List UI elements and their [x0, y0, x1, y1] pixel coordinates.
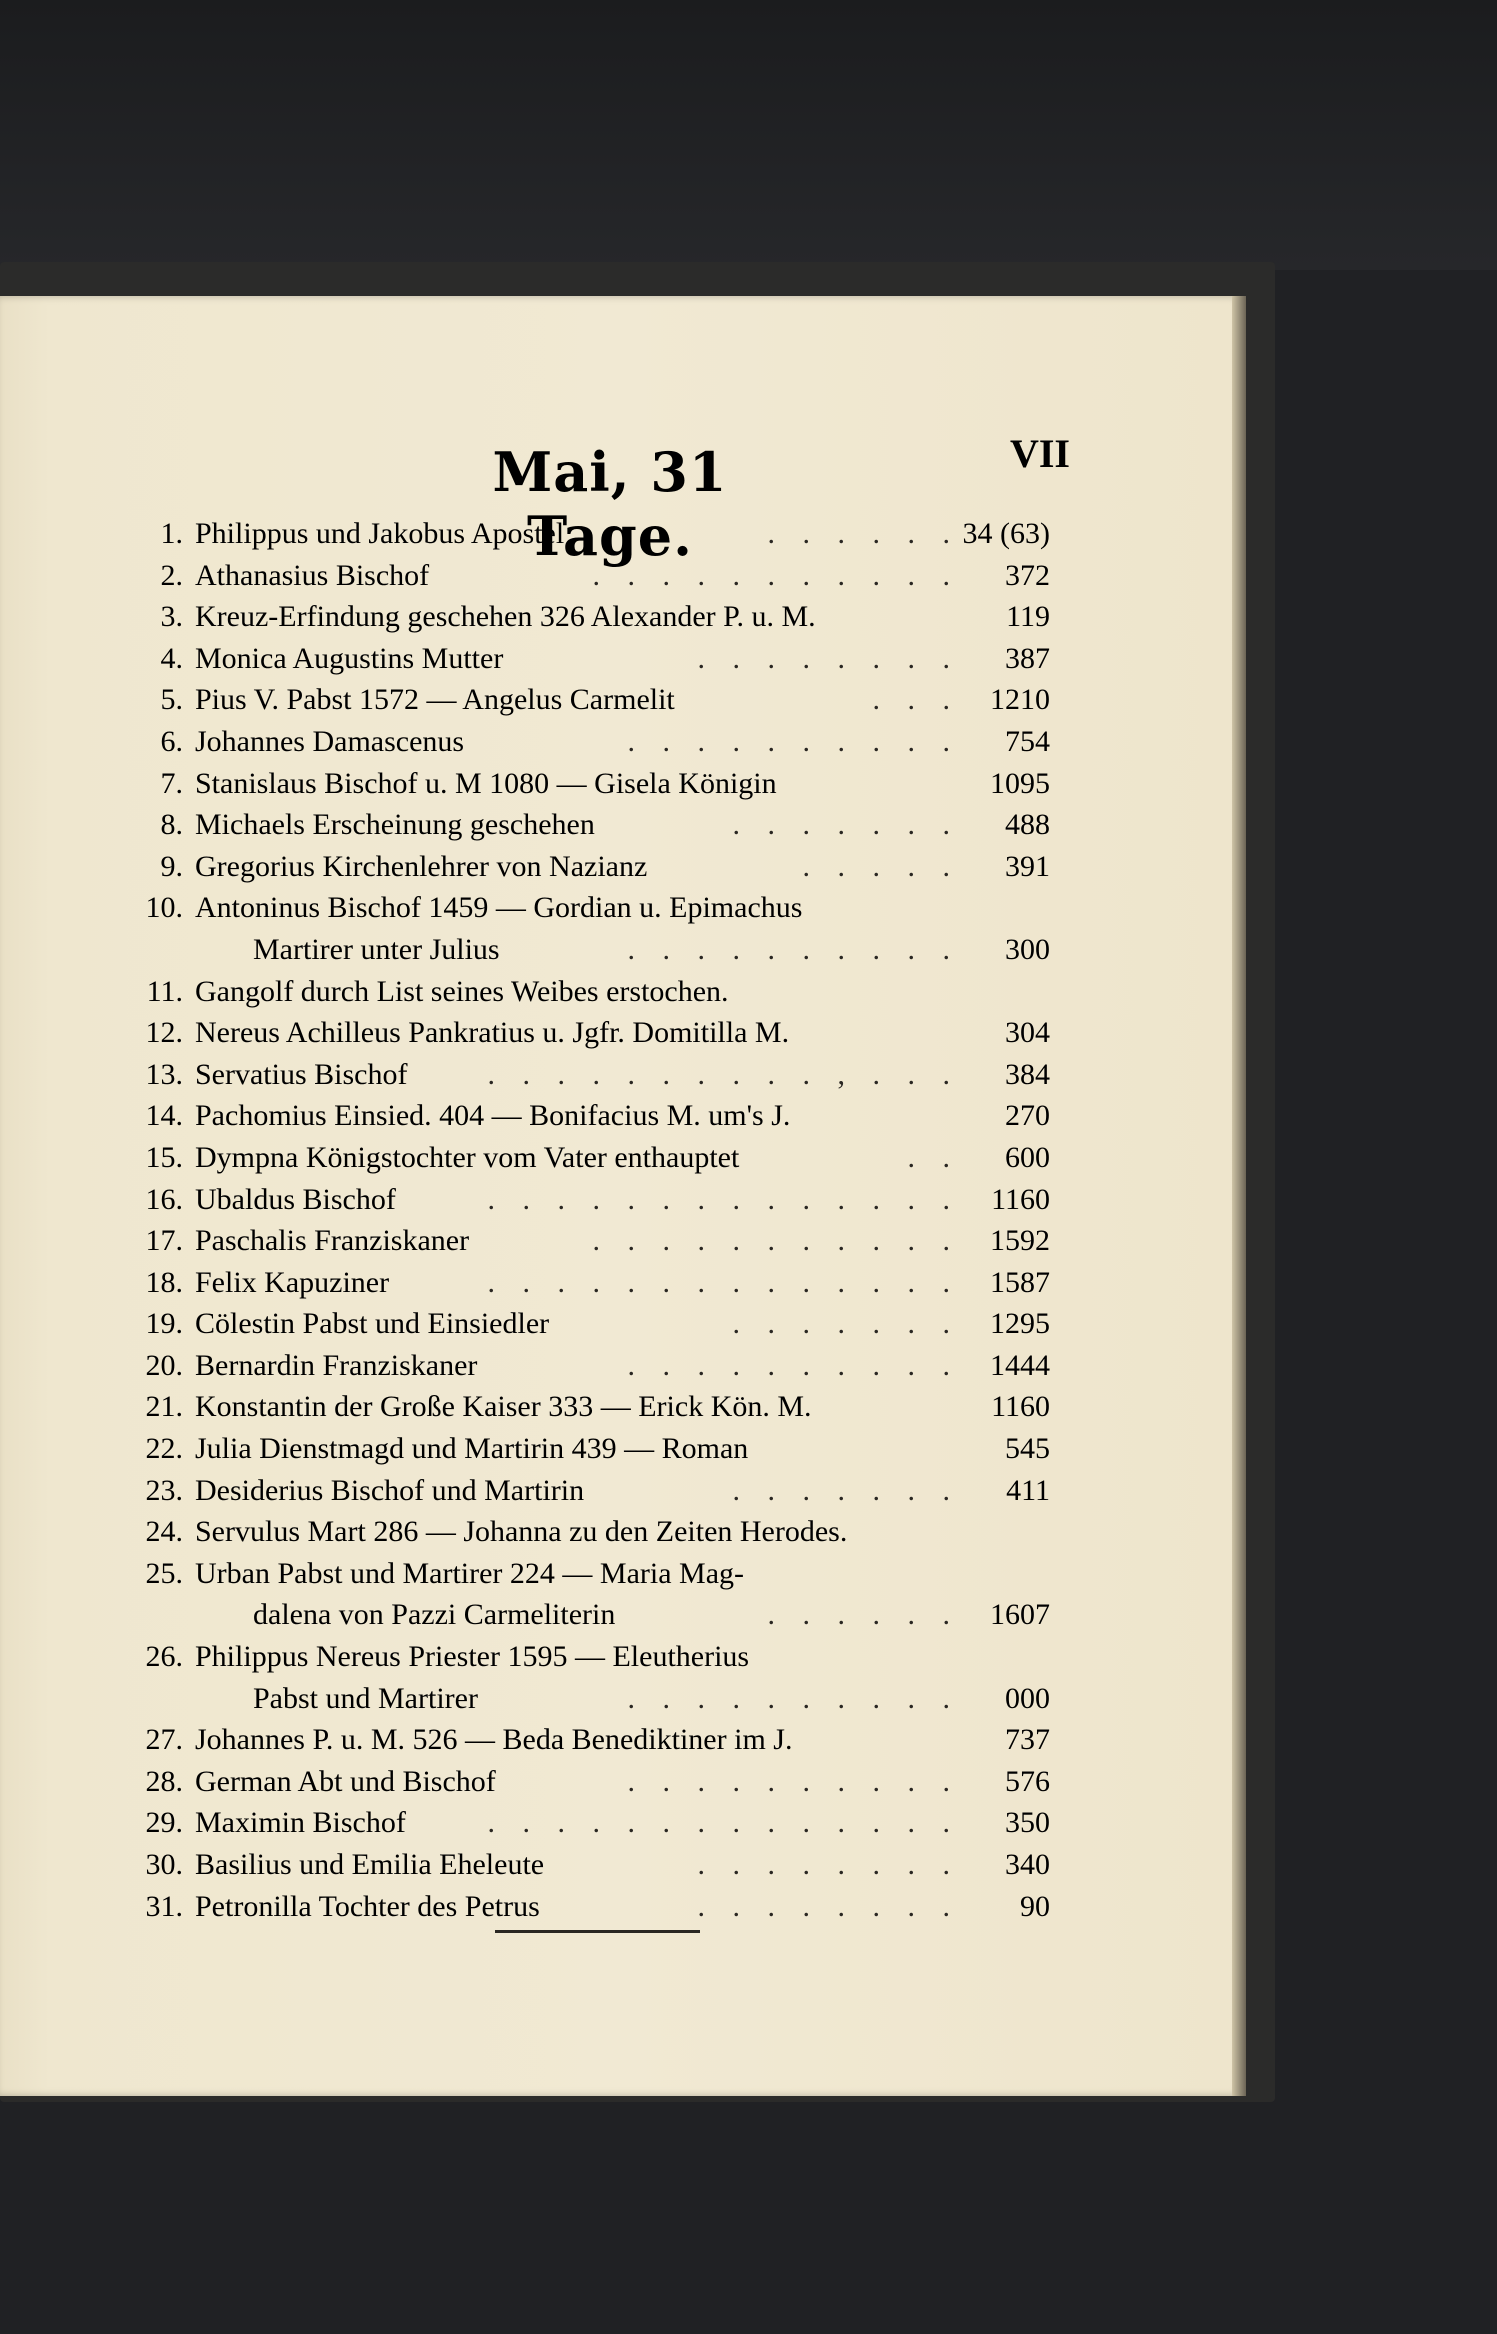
entry-line	[135, 1594, 1050, 1636]
page-reference: 34 (63)	[962, 517, 1050, 550]
calendar-list	[135, 513, 1050, 1927]
page-reference: 350	[1005, 1806, 1050, 1840]
list-item	[135, 1262, 1050, 1304]
leader-dots: . . . . . . . . . . . . . .	[487, 1806, 960, 1840]
entry-text: Petronilla Tochter des Petrus	[195, 1889, 540, 1923]
leader-dots: . . . . . .	[767, 517, 960, 550]
list-item	[135, 1012, 1050, 1054]
day-number: 29.	[145, 1806, 183, 1840]
day-number: 7.	[160, 766, 183, 800]
entry-line	[135, 1428, 1050, 1470]
entry-line	[135, 1636, 1050, 1678]
page-reference: 737	[1005, 1723, 1050, 1757]
list-item	[135, 721, 1050, 763]
entry-line	[135, 1719, 1050, 1761]
page-reference: 372	[1005, 558, 1050, 592]
list-item	[135, 1345, 1050, 1387]
day-number: 8.	[160, 808, 183, 842]
page-reference: 411	[1006, 1473, 1050, 1507]
list-item	[135, 1303, 1050, 1345]
list-item	[135, 1553, 1050, 1636]
list-item	[135, 1719, 1050, 1761]
leader-dots: . . . . . . . .	[697, 1848, 960, 1881]
leader-dots: . . . . . . . . . .	[627, 1764, 960, 1798]
leader-dots: . . . . . . . .	[697, 1889, 960, 1923]
entry-line	[135, 638, 1050, 680]
page-reference: 1210	[990, 683, 1050, 717]
list-item	[135, 1844, 1050, 1886]
page-reference: 304	[1005, 1016, 1050, 1050]
leader-dots: . . . . . . . . . . . . . .	[487, 1265, 960, 1299]
list-item	[135, 1095, 1050, 1137]
day-number: 19.	[145, 1307, 183, 1341]
page-reference: 384	[1005, 1057, 1050, 1091]
entry-line	[135, 596, 1050, 638]
day-number: 15.	[145, 1140, 183, 1174]
leader-dots: . . . . . . . . . . .	[592, 558, 960, 592]
page-reference: 300	[1005, 932, 1050, 966]
entry-text: Gangolf durch List seines Weibes erstochen.	[195, 974, 729, 1008]
entry-text: Pabst und Martirer	[253, 1681, 478, 1715]
day-number: 9.	[160, 849, 183, 883]
list-item	[135, 1761, 1050, 1803]
day-number: 10.	[145, 891, 183, 925]
day-number: 3.	[160, 600, 183, 634]
page-reference: 1587	[990, 1265, 1050, 1299]
entry-text: Julia Dienstmagd und Martirin 439 — Roman	[195, 1432, 749, 1466]
list-item	[135, 555, 1050, 597]
entry-line	[135, 1345, 1050, 1387]
day-number: 26.	[145, 1640, 183, 1674]
entry-text: Athanasius Bischof	[195, 558, 430, 592]
entry-line	[135, 1220, 1050, 1262]
entry-text: Antoninus Bischof 1459 — Gordian u. Epimachus	[195, 891, 803, 925]
day-number: 24.	[145, 1515, 183, 1549]
entry-text: German Abt und Bischof	[195, 1764, 496, 1798]
entry-text: Bernardin Franziskaner	[195, 1348, 478, 1382]
entry-text: Philippus und Jakobus Apostel	[195, 517, 565, 550]
day-number: 18.	[145, 1265, 183, 1299]
page-reference: 1444	[990, 1348, 1050, 1382]
entry-line	[135, 971, 1050, 1013]
list-item	[135, 1511, 1050, 1553]
entry-line	[135, 1844, 1050, 1886]
entry-line	[135, 1137, 1050, 1179]
day-number: 16.	[145, 1182, 183, 1216]
leader-dots: . . . . . . . . . . . . . .	[487, 1182, 960, 1216]
entry-text: dalena von Pazzi Carmeliterin	[253, 1598, 616, 1632]
day-number: 6.	[160, 724, 183, 758]
day-number: 5.	[160, 683, 183, 717]
leader-dots: . . . . . . . . . . , . . .	[487, 1057, 960, 1091]
page-reference: 1295	[990, 1307, 1050, 1341]
leader-dots: . . . . . . . . . . .	[592, 1224, 960, 1258]
day-number: 28.	[145, 1764, 183, 1798]
list-item	[135, 887, 1050, 970]
entry-text: Gregorius Kirchenlehrer von Nazianz	[195, 849, 648, 883]
leader-dots: . . . . . . . .	[697, 641, 960, 675]
leader-dots: . . . . . . . . . .	[627, 1681, 960, 1715]
page-title: Mai, 31 Tage.	[492, 440, 728, 568]
entry-line	[135, 929, 1050, 971]
entry-text: Martirer unter Julius	[253, 932, 500, 966]
list-item	[135, 1179, 1050, 1221]
entry-line	[135, 1386, 1050, 1428]
leader-dots: . . . . .	[802, 849, 960, 883]
list-item	[135, 679, 1050, 721]
day-number: 2.	[160, 558, 183, 592]
entry-text: Stanislaus Bischof u. M 1080 — Gisela Königin	[195, 766, 777, 800]
entry-line	[135, 1553, 1050, 1595]
leader-dots: . .	[907, 1140, 960, 1174]
entry-text: Servatius Bischof	[195, 1057, 408, 1091]
entry-text: Felix Kapuziner	[195, 1265, 390, 1299]
day-number: 23.	[145, 1473, 183, 1507]
entry-text: Nereus Achilleus Pankratius u. Jgfr. Domitilla M.	[195, 1016, 790, 1050]
entry-text: Johannes P. u. M. 526 — Beda Benediktiner im J.	[195, 1723, 793, 1757]
entry-line	[135, 1802, 1050, 1844]
day-number: 1.	[160, 517, 183, 550]
page-reference: 488	[1005, 808, 1050, 842]
day-number: 31.	[145, 1889, 183, 1923]
entry-line	[135, 679, 1050, 721]
leader-dots: . . . . . . . . . .	[627, 932, 960, 966]
leader-dots: . . . . . . . . . .	[627, 1348, 960, 1382]
leader-dots: . . . . . . . . . .	[627, 724, 960, 758]
page-reference: 1160	[991, 1390, 1050, 1424]
entry-text: Pius V. Pabst 1572 — Angelus Carmelit	[195, 683, 675, 717]
list-item	[135, 846, 1050, 888]
list-item	[135, 1470, 1050, 1512]
list-item	[135, 1054, 1050, 1096]
page-reference: 387	[1005, 641, 1050, 675]
entry-text: Kreuz-Erfindung geschehen 326 Alexander P. u. M.	[195, 600, 816, 634]
page-reference: 1095	[990, 766, 1050, 800]
day-number: 27.	[145, 1723, 183, 1757]
list-item	[135, 638, 1050, 680]
entry-line	[135, 846, 1050, 888]
entry-line	[135, 1886, 1050, 1928]
page-reference: 270	[1005, 1099, 1050, 1133]
entry-text: Johannes Damascenus	[195, 724, 465, 758]
entry-text: Basilius und Emilia Eheleute	[195, 1848, 545, 1881]
page-reference: 90	[1020, 1889, 1050, 1923]
entry-line	[135, 1179, 1050, 1221]
entry-line	[135, 1012, 1050, 1054]
list-item	[135, 971, 1050, 1013]
list-item	[135, 596, 1050, 638]
leader-dots: . . .	[872, 683, 960, 717]
entry-line	[135, 721, 1050, 763]
list-item	[135, 1802, 1050, 1844]
page-reference: 1592	[990, 1224, 1050, 1258]
entry-text: Desiderius Bischof und Martirin	[195, 1473, 585, 1507]
list-item	[135, 1220, 1050, 1262]
day-number: 4.	[160, 641, 183, 675]
day-number: 14.	[145, 1099, 183, 1133]
leader-dots: . . . . . . .	[732, 808, 960, 842]
day-number: 12.	[145, 1016, 183, 1050]
entry-line	[135, 1095, 1050, 1137]
page-reference: 119	[1006, 600, 1050, 634]
entry-text: Ubaldus Bischof	[195, 1182, 396, 1216]
entry-line	[135, 513, 1050, 555]
list-item	[135, 1386, 1050, 1428]
day-number: 22.	[145, 1432, 183, 1466]
page-number: VII	[1009, 431, 1070, 476]
entry-text: Paschalis Franziskaner	[195, 1224, 470, 1258]
entry-text: Urban Pabst und Martirer 224 — Maria Mag-	[195, 1556, 745, 1590]
entry-line	[135, 1678, 1050, 1720]
list-item	[135, 1636, 1050, 1719]
background	[0, 0, 1497, 270]
entry-line	[135, 887, 1050, 929]
entry-text: Cölestin Pabst und Einsiedler	[195, 1307, 550, 1341]
list-item	[135, 804, 1050, 846]
day-number: 25.	[145, 1556, 183, 1590]
list-item	[135, 1428, 1050, 1470]
leader-dots: . . . . . . .	[732, 1307, 960, 1341]
list-item	[135, 513, 1050, 555]
entry-line	[135, 1511, 1050, 1553]
entry-line	[135, 763, 1050, 805]
page-reference: 600	[1005, 1140, 1050, 1174]
entry-text: Konstantin der Große Kaiser 333 — Erick Kön. M.	[195, 1390, 812, 1424]
leader-dots: . . . . . . .	[732, 1473, 960, 1507]
entry-text: Pachomius Einsied. 404 — Bonifacius M. um's J.	[195, 1099, 791, 1133]
day-number: 13.	[145, 1057, 183, 1091]
list-item	[135, 1137, 1050, 1179]
entry-line	[135, 1303, 1050, 1345]
entry-line	[135, 1262, 1050, 1304]
end-rule	[495, 1930, 700, 1933]
page-reference: 391	[1005, 849, 1050, 883]
list-item	[135, 1886, 1050, 1928]
leader-dots: . . . . . .	[767, 1598, 960, 1632]
day-number: 21.	[145, 1390, 183, 1424]
entry-text: Servulus Mart 286 — Johanna zu den Zeiten Herodes.	[195, 1515, 848, 1549]
page-edge	[1232, 296, 1246, 2096]
entry-text: Maximin Bischof	[195, 1806, 406, 1840]
page-reference: 000	[1005, 1681, 1050, 1715]
day-number: 11.	[146, 974, 183, 1008]
page-reference: 545	[1005, 1432, 1050, 1466]
day-number: 17.	[145, 1224, 183, 1258]
entry-text: Monica Augustins Mutter	[195, 641, 504, 675]
entry-text: Dympna Königstochter vom Vater enthauptet	[195, 1140, 740, 1174]
entry-line	[135, 1054, 1050, 1096]
entry-line	[135, 555, 1050, 597]
entry-line	[135, 804, 1050, 846]
entry-line	[135, 1470, 1050, 1512]
entry-line	[135, 1761, 1050, 1803]
page-reference: 1160	[991, 1182, 1050, 1216]
page-reference: 340	[1005, 1848, 1050, 1881]
entry-text: Michaels Erscheinung geschehen	[195, 808, 595, 842]
page-reference: 1607	[990, 1598, 1050, 1632]
page-reference: 576	[1005, 1764, 1050, 1798]
page-reference: 754	[1005, 724, 1050, 758]
day-number: 30.	[145, 1848, 183, 1881]
entry-text: Philippus Nereus Priester 1595 — Eleutherius	[195, 1640, 750, 1674]
day-number: 20.	[145, 1348, 183, 1382]
list-item	[135, 763, 1050, 805]
